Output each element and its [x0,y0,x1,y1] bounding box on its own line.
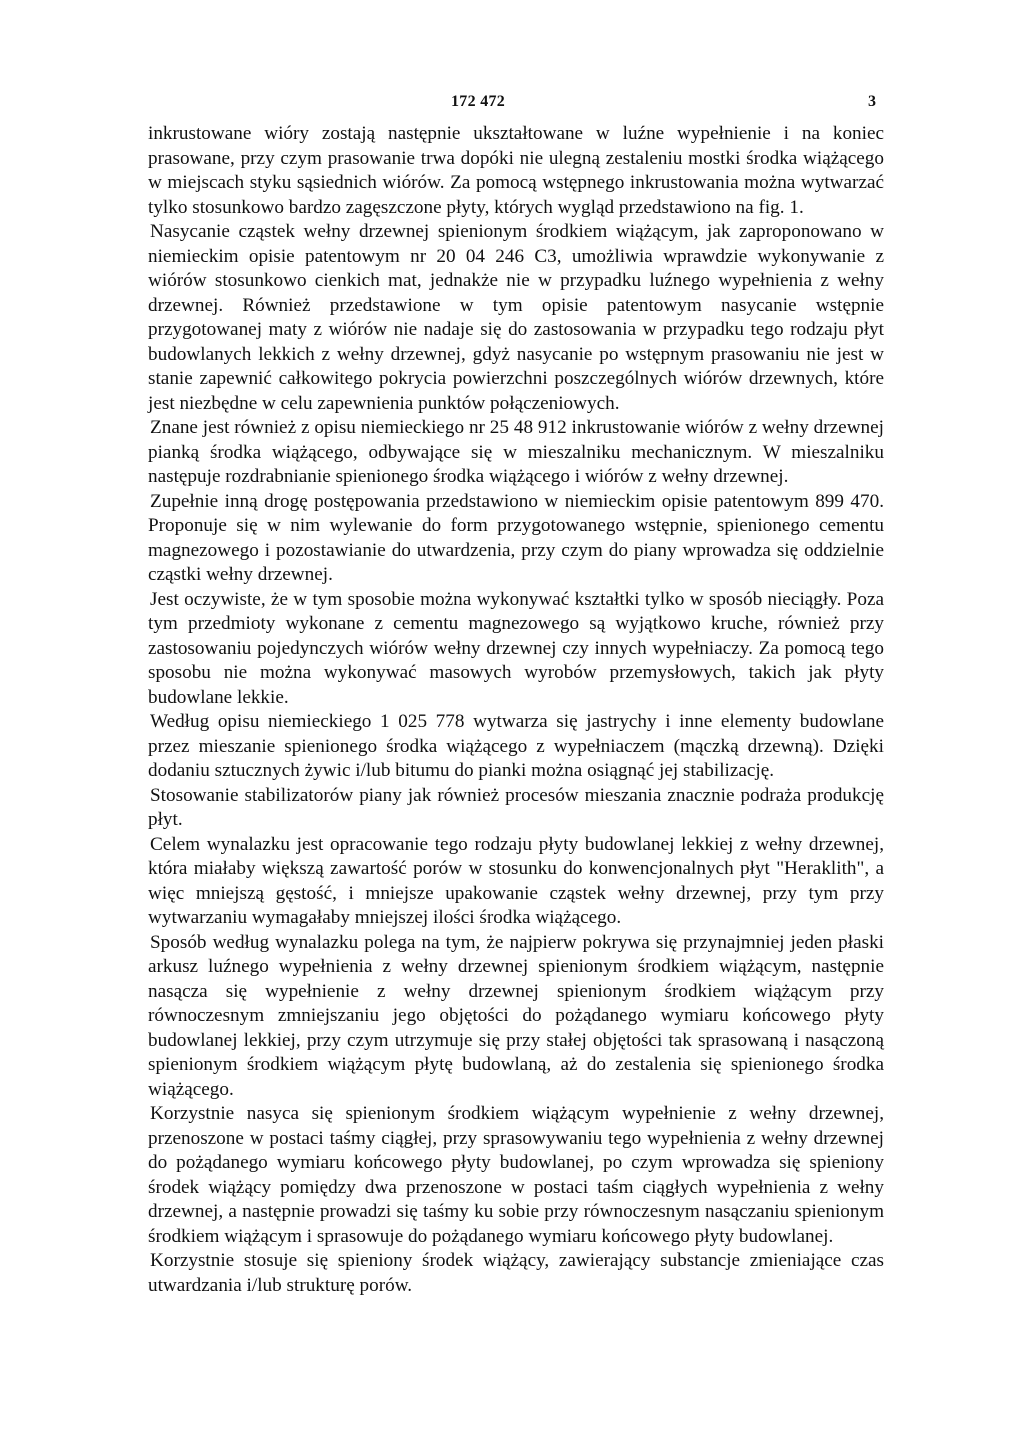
paragraph: inkrustowane wióry zostają następnie ukształtowane w luźne wypełnienie i na koniec prasowane, przy czym prasowanie trwa dopóki nie ulegną zestaleniu mostki środka wiążącego w miejscach styku sąsiednich wiórów. Za pomocą wstępnego inkrustowania można wytwarzać tylko stosunkowo bardzo zagęszczone płyty, których wygląd przedstawiono na fig. 1. [148,123,884,218]
patent-number: 172 472 [451,93,506,110]
paragraph: Nasycanie cząstek wełny drzewnej spienionym środkiem wiążącym, jak zaproponowano w niemieckim opisie patentowym nr 20 04 246 C3, umożliwia wprawdzie wykonywanie z wiórów stosunkowo cienkich mat, jednakże nie w przypadku luźnego wypełnienia z wełny drzewnej. Również przedstawione w tym opisie patentowym nasycanie wstępnie przygotowanej maty z wiórów nie nadaje się do zastosowania w przypadku tego rodzaju płyt budowlanych lekkich z wełny drzewnej, gdyż nasycanie po wstępnym prasowaniu nie jest w stanie zapewnić całkowitego pokrycia powierzchni poszczególnych wiórów drzewnych, które jest niezbędne w celu zapewnienia punktów połączeniowych. [148,221,884,414]
paragraph: Celem wynalazku jest opracowanie tego rodzaju płyty budowlanej lekkiej z wełny drzewnej, która miałaby większą zawartość porów w stosunku do konwencjonalnych płyt "Heraklith", a więc mniejszą gęstość, i mniejsze upakowanie cząstek wełny drzewnej, przy tym przy wytwarzaniu wymagałaby mniejszej ilości środka wiążącego. [148,833,884,928]
paragraph: Stosowanie stabilizatorów piany jak również procesów mieszania znacznie podraża produkcję płyt. [148,784,884,830]
body-text [148,122,884,1298]
paragraph: Korzystnie nasyca się spienionym środkiem wiążącym wypełnienie z wełny drzewnej, przenoszone w postaci taśmy ciągłej, przy sprasowywaniu tego wypełnienia z wełny drzewnej do pożądanego wymiaru końcowego płyty budowlanej, po czym wprowadza się spieniony środek wiążący pomiędzy dwa przenoszone w postaci taśm ciągłych wypełnienia z wełny drzewnej, a następnie prowadzi się taśmy ku sobie przy równoczesnym nasączaniu spienionym środkiem wiążącym i sprasowuje do pożądanego wymiaru końcowego płyty budowlanej. [148,1103,884,1247]
paragraph: Sposób według wynalazku polega na tym, że najpierw pokrywa się przynajmniej jeden płaski arkusz luźnego wypełnienia z wełny drzewnej spienionym środkiem wiążącym, następnie nasącza się wypełnienie z wełny drzewnej spienionym środkiem wiążącym przy równoczesnym zmniejszaniu jego objętości do pożądanego wymiaru końcowego płyty budowlanej lekkiej, przy czym utrzymuje się przy stałej objętości tak sprasowaną i nasączoną spienionym środkiem wiążącym płytę budowlaną, aż do zestalenia się spienionego środka wiążącego. [148,931,884,1100]
paragraph: Korzystnie stosuje się spieniony środek wiążący, zawierający substancje zmieniające czas utwardzania i/lub strukturę porów. [148,1250,884,1296]
paragraph: Jest oczywiste, że w tym sposobie można wykonywać kształtki tylko w sposób nieciągły. Poza tym przedmioty wykonane z cementu magnezowego są wyjątkowo kruche, również przy zastosowaniu pojedynczych wiórów wełny drzewnej czy innych wypełniaczy. Za pomocą tego sposobu nie można wykonywać masowych wyrobów przemysłowych, takich jak płyty budowlane lekkie. [148,588,884,708]
page-number: 3 [868,93,876,110]
paragraph: Według opisu niemieckiego 1 025 778 wytwarza się jastrychy i inne elementy budowlane przez mieszanie spienionego środka wiążącego z wypełniaczem (mączką drzewną). Dzięki dodaniu sztucznych żywic i/lub bitumu do pianki można osiągnąć jej stabilizację. [148,711,884,781]
paragraph: Znane jest również z opisu niemieckiego nr 25 48 912 inkrustowanie wiórów z wełny drzewnej pianką środka wiążącego, odbywające się w mieszalniku mechanicznym. W mieszalniku następuje rozdrabnianie spienionego środka wiążącego i wiórów z wełny drzewnej. [148,417,884,487]
paragraph: Zupełnie inną drogę postępowania przedstawiono w niemieckim opisie patentowym 899 470. Proponuje się w nim wylewanie do form przygotowanego wstępnie, spienionego cementu magnezowego i pozostawianie do utwardzenia, przy czym do piany wprowadza się oddzielnie cząstki wełny drzewnej. [148,490,884,585]
